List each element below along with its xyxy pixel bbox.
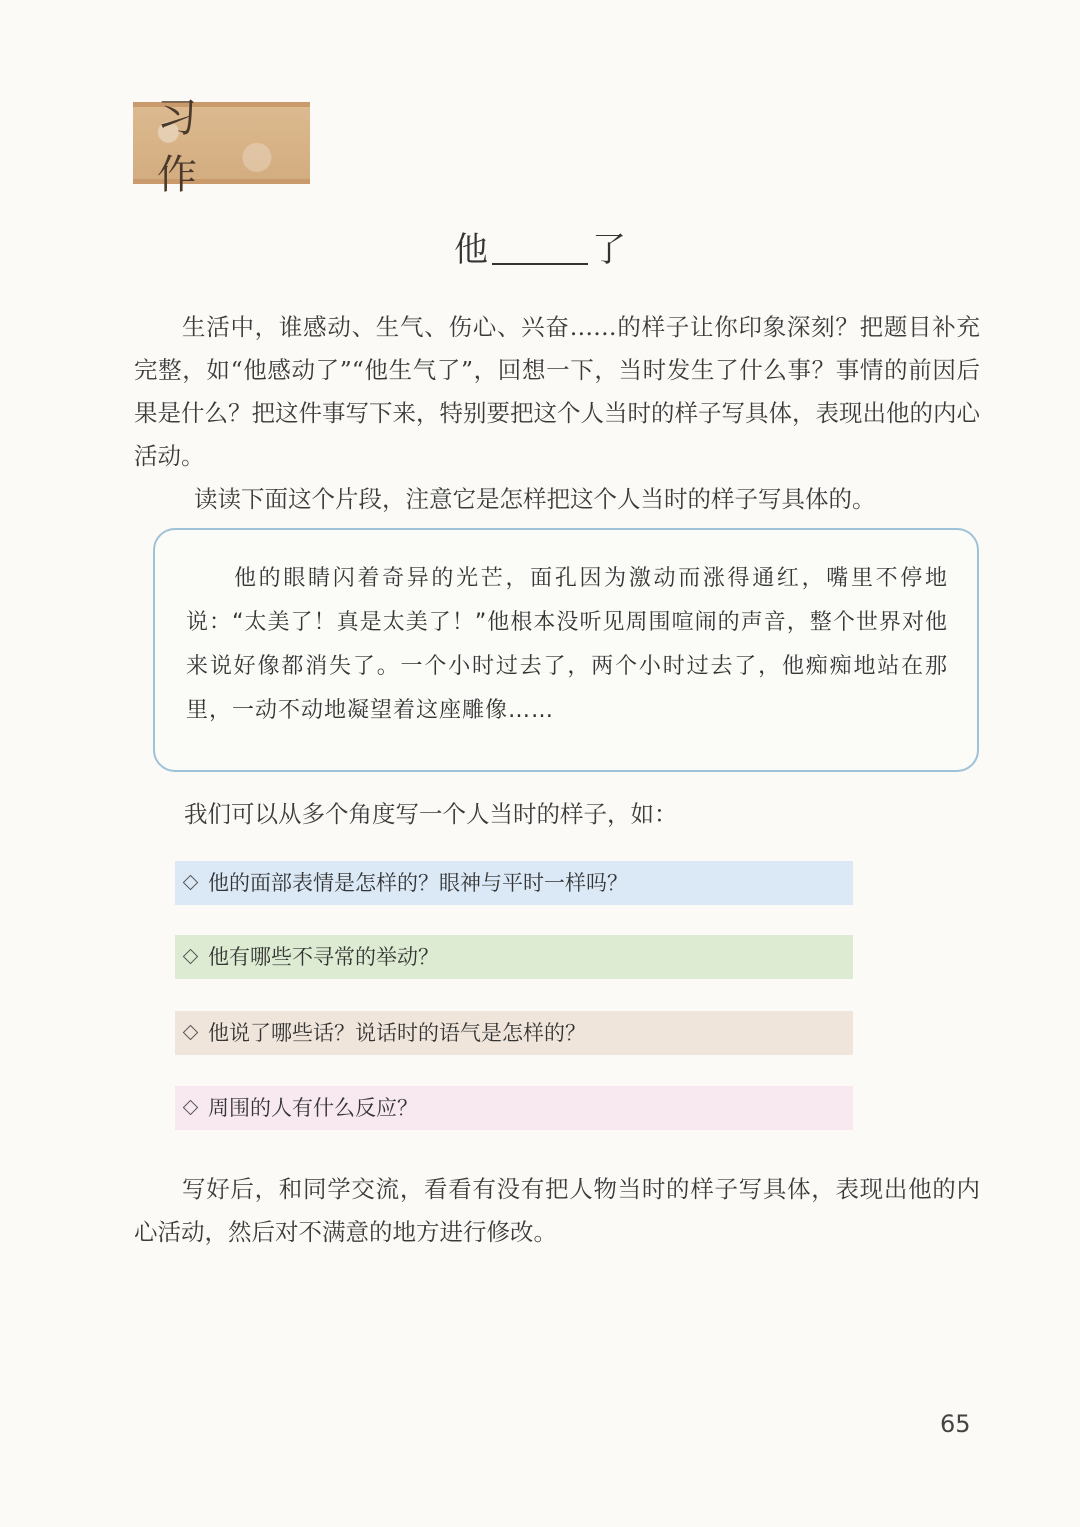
diamond-bullet-icon [183, 875, 199, 891]
read-prompt-paragraph: 读读下面这个片段，注意它是怎样把这个人当时的样子写具体的。 [194, 485, 876, 513]
angles-intro-paragraph: 我们可以从多个角度写一个人当时的样子，如： [184, 800, 678, 828]
excerpt-text: 他的眼睛闪着奇异的光芒，面孔因为激动而涨得通红，嘴里不停地说：“太美了！真是太美了！”他根本没听见周围喧闹的声音，整个世界对他来说好像都消失了。一个小时过去了，两个小时过去了，他痴痴地站在那里，一动不动地凝望着这座雕像…… [186, 566, 948, 723]
page-number: 65 [940, 1410, 971, 1438]
intro-paragraph: 生活中，谁感动、生气、伤心、兴奋……的样子让你印象深刻？把题目补充完整，如“他感动了”“他生气了”，回想一下，当时发生了什么事？事情的前因后果是什么？把这件事写下来，特别要把这个人当时的样子写具体，表现出他的内心活动。 [134, 313, 980, 470]
diamond-bullet-icon [183, 1100, 199, 1116]
section-label-banner [133, 95, 310, 198]
title-after: 了 [592, 230, 626, 270]
tip-text: 他说了哪些话？说话时的语气是怎样的？ [208, 1021, 586, 1045]
tip-text: 他有哪些不寻常的举动？ [208, 945, 439, 969]
tip-text: 他的面部表情是怎样的？眼神与平时一样吗？ [208, 871, 628, 895]
title-blank [492, 262, 588, 265]
closing-paragraph: 写好后，和同学交流，看看有没有把人物当时的样子写具体，表现出他的内心活动，然后对不满意的地方进行修改。 [134, 1175, 980, 1246]
tip-facial-expression [175, 861, 853, 905]
tip-text: 周围的人有什么反应？ [208, 1096, 418, 1120]
tip-speech [175, 1011, 853, 1055]
tip-others-reaction [175, 1086, 853, 1130]
diamond-bullet-icon [183, 949, 199, 965]
title-before: 他 [454, 230, 488, 270]
diamond-bullet-icon [183, 1025, 199, 1041]
page-title [0, 222, 1080, 271]
section-label: 习 作 [157, 95, 223, 198]
tip-unusual-actions [175, 935, 853, 979]
